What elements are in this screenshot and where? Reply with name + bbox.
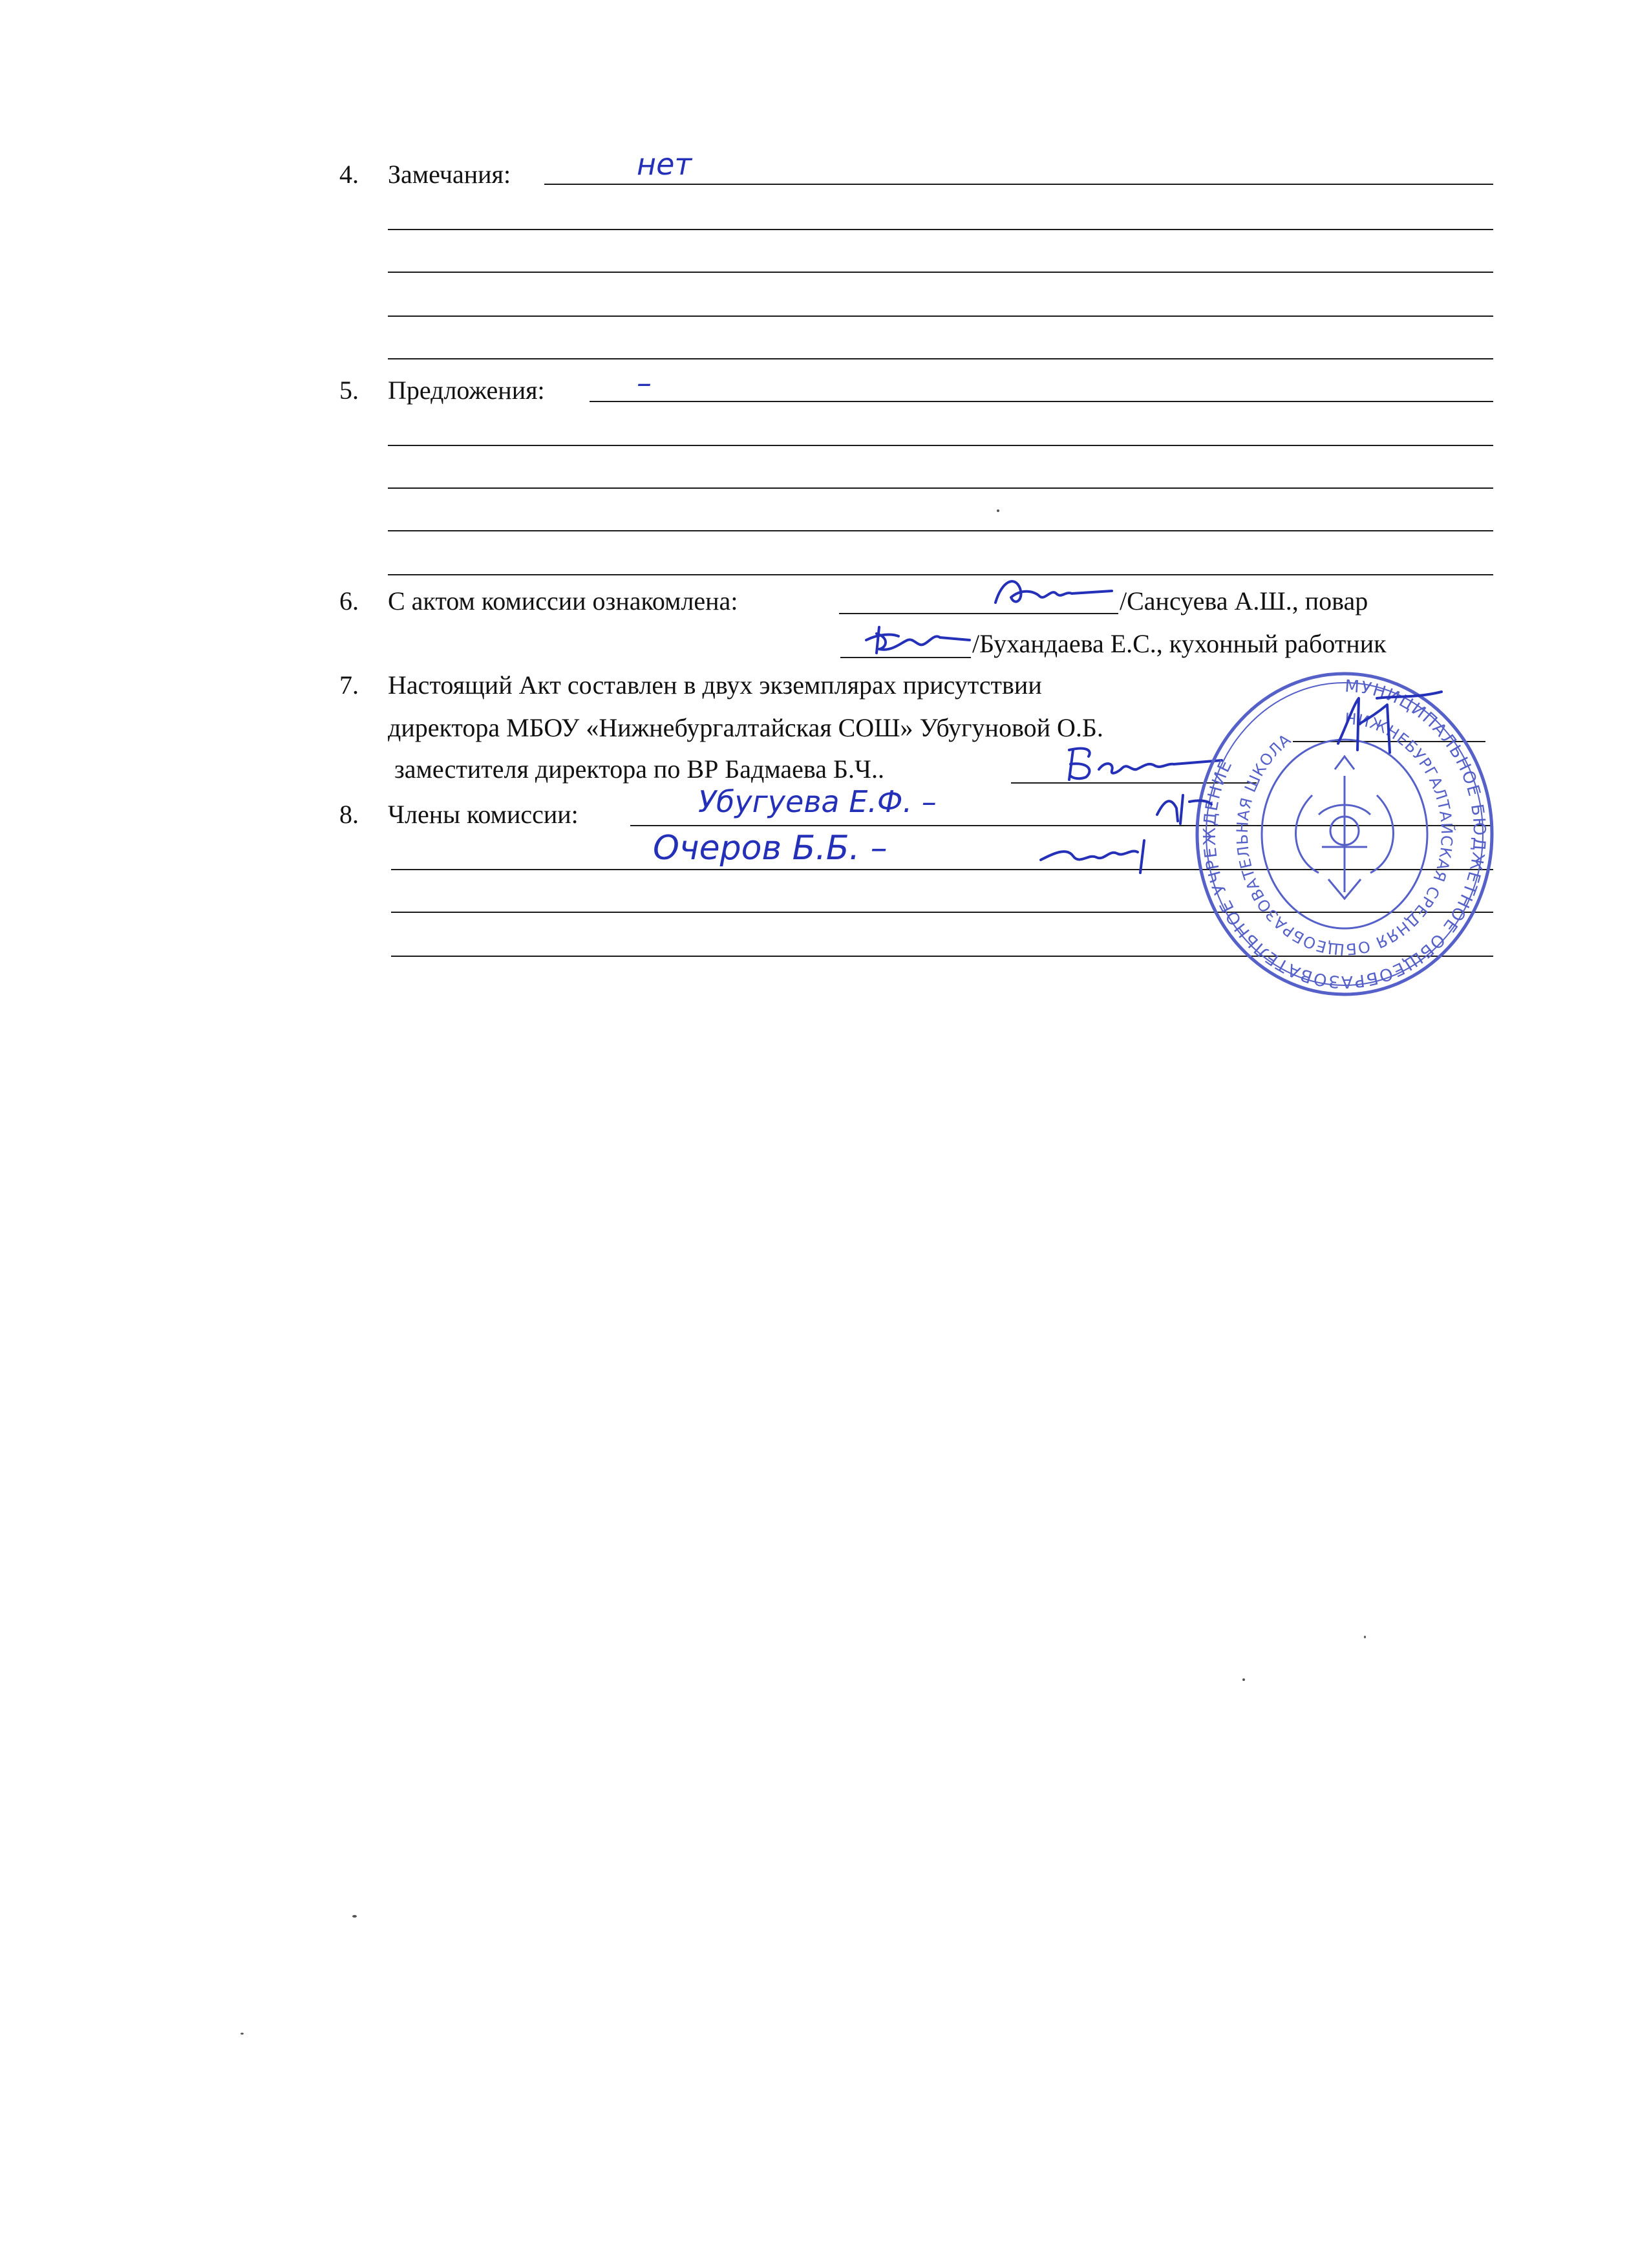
proposals-label: Предложения: <box>388 376 545 405</box>
act-statement-line3: заместителя директора по ВР Бадмаева Б.Ч.. <box>394 754 885 784</box>
section-5-number: 5. <box>339 376 359 405</box>
commission-member-2-signature <box>1034 834 1164 879</box>
remarks-line <box>388 229 1493 230</box>
proposals-line <box>388 530 1493 531</box>
scan-speck <box>352 1915 357 1918</box>
section-4-number: 4. <box>339 160 359 189</box>
act-statement-line2: директора МБОУ «Нижнебургалтайская СОШ» Убугуновой О.Б. <box>388 713 1103 742</box>
remarks-line <box>388 316 1493 317</box>
remarks-label: Замечания: <box>388 160 511 189</box>
cook-name: /Сансуева А.Ш., повар <box>1120 586 1368 615</box>
kitchen-worker-name: /Бухандаева Е.С., кухонный работник <box>972 629 1387 658</box>
section-7-number: 7. <box>339 670 359 700</box>
svg-text:МУНИЦИПАЛЬНОЕ БЮДЖЕТНОЕ ОБЩЕОБ: МУНИЦИПАЛЬНОЕ БЮДЖЕТНОЕ ОБЩЕОБРАЗОВАТЕЛЬНОЕ УЧРЕЖДЕНИЕ <box>1200 676 1489 992</box>
act-statement-line1: Настоящий Акт составлен в двух экземплярах присутствии <box>388 670 1042 700</box>
cook-signature <box>989 569 1118 614</box>
section-8-number: 8. <box>339 800 359 829</box>
director-signature <box>1325 685 1454 756</box>
remarks-line <box>544 184 1493 185</box>
commission-label: Члены комиссии: <box>388 800 579 829</box>
remarks-line <box>388 358 1493 359</box>
acquaintance-label: С актом комиссии ознакомлена: <box>388 586 738 615</box>
proposals-line <box>590 401 1493 402</box>
remarks-line <box>388 272 1493 273</box>
scan-speck <box>1242 1678 1245 1681</box>
section-6-number: 6. <box>339 586 359 615</box>
scan-speck <box>1364 1636 1366 1638</box>
proposals-line <box>388 487 1493 489</box>
proposals-line <box>388 445 1493 446</box>
commission-member-1-signature <box>1151 789 1215 828</box>
proposals-line <box>388 574 1493 575</box>
scan-speck <box>997 509 999 512</box>
scan-speck <box>240 2033 244 2035</box>
kitchen-worker-signature <box>853 614 976 659</box>
remarks-handwritten-answer: нет <box>637 147 692 182</box>
proposals-handwritten-answer: – <box>637 365 652 400</box>
svg-text:НИЖНЕБУРГАЛТАЙСКАЯ СРЕДНЯЯ ОБЩ: НИЖНЕБУРГАЛТАЙСКАЯ СРЕДНЯЯ ОБЩЕОБРАЗОВАТЕЛЬНАЯ ШКОЛА <box>1233 709 1456 959</box>
commission-member-2: Очеров Б.Б. – <box>653 829 888 868</box>
commission-member-1: Убугуева Е.Ф. – <box>698 784 937 819</box>
